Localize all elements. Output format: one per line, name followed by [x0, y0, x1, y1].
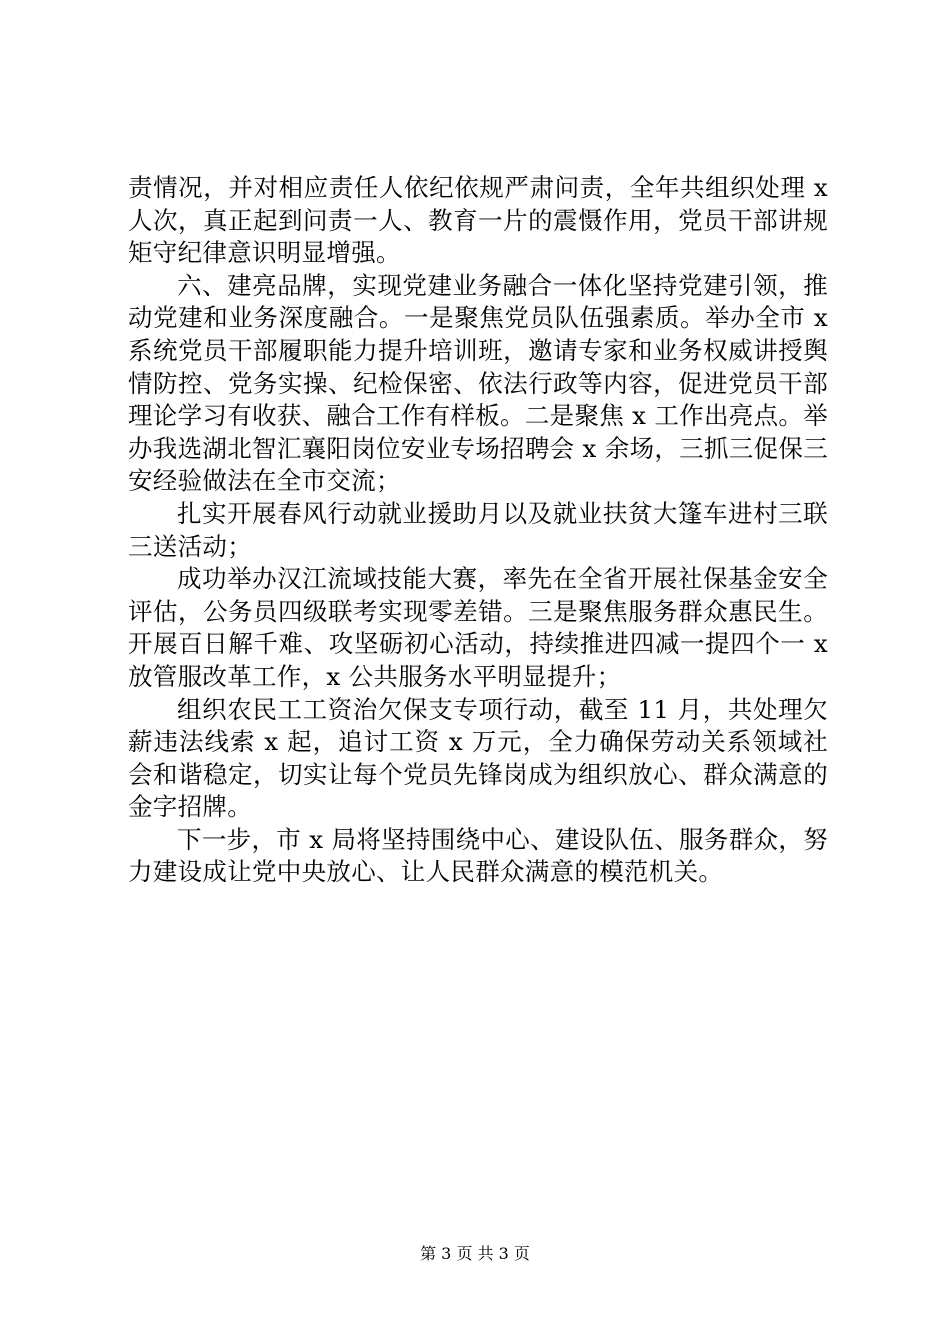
paragraph-continuation: 责情况，并对相应责任人依纪依规严肃问责，全年共组织处理 x 人次，真正起到问责一人、教育一片的震慑作用，党员干部讲规矩守纪律意识明显增强。: [128, 173, 828, 268]
paragraph-wage-action: 组织农民工工资治欠保支专项行动，截至 11 月，共处理欠薪违法线索 x 起，追讨工资 x 万元，全力确保劳动关系领域社会和谐稳定，切实让每个党员先锋岗成为组织放心、群众满意的金字招牌。: [128, 694, 828, 822]
paragraph-skills-contest: 成功举办汉江流域技能大赛，率先在全省开展社保基金安全评估，公务员四级联考实现零差错。三是聚焦服务群众惠民生。开展百日解千难、攻坚砺初心活动，持续推进四减一提四个一 x 放管服改革工作，x 公共服务水平明显提升；: [128, 564, 828, 691]
paragraph-spring-breeze: 扎实开展春风行动就业援助月以及就业扶贫大篷车进村三联三送活动；: [128, 498, 828, 561]
page-number-footer: 第 3 页 共 3 页: [420, 1244, 530, 1263]
paragraph-next-step: 下一步，市 x 局将坚持围绕中心、建设队伍、服务群众，努力建设成让党中央放心、让人民群众满意的模范机关。: [128, 824, 828, 887]
paragraph-section-six: 六、建亮品牌，实现党建业务融合一体化坚持党建引领，推动党建和业务深度融合。一是聚焦党员队伍强素质。举办全市 x 系统党员干部履职能力提升培训班，邀请专家和业务权威讲授舆情防控、党务实操、纪检保密、依法行政等内容，促进党员干部理论学习有收获、融合工作有样板。二是聚焦 x 工作出亮点。举办我选湖北智汇襄阳岗位安业专场招聘会 x 余场，三抓三促保三安经验做法在全市交流；: [128, 270, 828, 496]
document-body: [128, 172, 828, 889]
